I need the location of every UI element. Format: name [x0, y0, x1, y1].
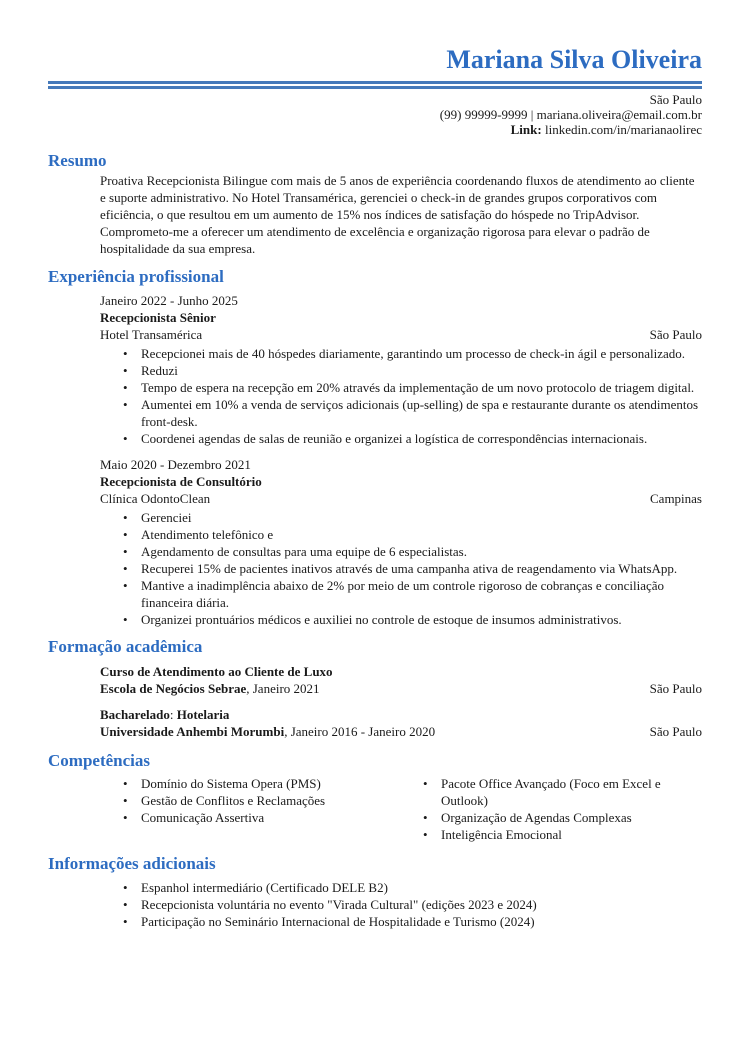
- skill-item: • Domínio do Sistema Opera (PMS): [122, 775, 400, 792]
- header-divider: [48, 81, 702, 89]
- additional-item: • Espanhol intermediário (Certificado DELE B2): [122, 879, 702, 896]
- section-resumo: [48, 150, 702, 257]
- bullet-item: • Recuperei 15% de pacientes inativos através de uma campanha ativa de reagendamento via WhatsApp.: [122, 560, 702, 577]
- contact-link: [48, 122, 702, 137]
- link-label: Link:: [510, 122, 542, 137]
- skill-item: • Pacote Office Avançado (Foco em Excel e Outlook): [422, 775, 702, 809]
- summary-paragraph: Proativa Recepcionista Bilingue com mais de 5 anos de experiência coordenando fluxos de atendimento ao cliente e suporte administrativo. No Hotel Transamérica, gerenciei o check-in de grandes grupos corporativos com eficiência, o que resultou em um aumento de 15% nos índices de satisfação do hóspede no TripAdvisor. Comprometo-me a oferecer um atendimento de excelência e organização rigorosa para elevar o padrão de hospitalidade da sua empresa.: [100, 173, 695, 256]
- job-company: Hotel Transamérica: [100, 327, 203, 342]
- education-location: São Paulo: [649, 724, 702, 739]
- bullet-item: • Organizei prontuários médicos e auxiliei no controle de estoque de insumos administrativos.: [122, 611, 702, 628]
- education-institution: Escola de Negócios Sebrae: [100, 681, 247, 696]
- bullet-item: • Aumentei em 10% a venda de serviços adicionais (up-selling) de spa e restaurante durante os atendimentos front-desk.: [122, 396, 702, 430]
- job-dates: Maio 2020 - Dezembro 2021: [100, 457, 251, 472]
- job-location: Campinas: [650, 491, 702, 506]
- education-degree: Bacharelado: [100, 707, 170, 722]
- additional-item: • Participação no Seminário Internacional de Hospitalidade e Turismo (2024): [122, 913, 702, 930]
- bullet-item: • Agendamento de consultas para uma equipe de 6 especialistas.: [122, 543, 702, 560]
- contact-location: São Paulo: [649, 92, 702, 107]
- education-degree-separator: :: [169, 707, 177, 722]
- job-location: São Paulo: [649, 327, 702, 342]
- job-entry: [100, 292, 702, 447]
- section-competencias: [48, 750, 702, 843]
- bullet-item: • Tempo de espera na recepção em 20% através da implementação de um novo protocolo de triagem digital.: [122, 379, 702, 396]
- skills-left-column: [100, 775, 400, 843]
- section-experiencia: [48, 266, 702, 628]
- skill-item: • Inteligência Emocional: [422, 826, 702, 843]
- job-entry: [100, 456, 702, 628]
- job-bullets: [100, 345, 702, 447]
- section-formacao: [48, 636, 702, 740]
- section-title-competencias: Competências: [48, 751, 150, 770]
- section-adicionais: [48, 853, 702, 930]
- contact-block: [48, 92, 702, 137]
- skill-item: • Organização de Agendas Complexas: [422, 809, 702, 826]
- section-title-formacao: Formação acadêmica: [48, 637, 203, 656]
- bullet-item: • Recepcionei mais de 40 hóspedes diariamente, garantindo um processo de check-in ágil e personalizado.: [122, 345, 702, 362]
- additional-list: [100, 879, 702, 930]
- education-field: Hotelaria: [176, 707, 230, 722]
- skills-right-column: [400, 775, 702, 843]
- job-bullets: [100, 509, 702, 628]
- education-title: Curso de Atendimento ao Cliente de Luxo: [100, 664, 333, 679]
- skill-item: • Comunicação Assertiva: [122, 809, 400, 826]
- section-title-resumo: Resumo: [48, 151, 107, 170]
- skill-item: • Gestão de Conflitos e Reclamações: [122, 792, 400, 809]
- job-dates: Janeiro 2022 - Junho 2025: [100, 293, 238, 308]
- bullet-item: • Atendimento telefônico e: [122, 526, 702, 543]
- education-institution: Universidade Anhembi Morumbi: [100, 724, 285, 739]
- additional-item: • Recepcionista voluntária no evento "Virada Cultural" (edições 2023 e 2024): [122, 896, 702, 913]
- person-name: Mariana Silva Oliveira: [446, 45, 702, 74]
- job-role: Recepcionista de Consultório: [100, 474, 262, 489]
- section-title-adicionais: Informações adicionais: [48, 854, 216, 873]
- section-title-experiencia: Experiência profissional: [48, 267, 224, 286]
- contact-phone-email: (99) 99999-9999 | mariana.oliveira@email.com.br: [439, 107, 702, 122]
- education-location: São Paulo: [649, 681, 702, 696]
- education-entry: [100, 663, 702, 697]
- bullet-item: • Gerenciei: [122, 509, 702, 526]
- education-dates: , Janeiro 2021: [246, 681, 320, 696]
- bullet-item: • Coordenei agendas de salas de reunião e organizei a logística de correspondências internacionais.: [122, 430, 702, 447]
- bullet-item: • Mantive a inadimplência abaixo de 2% por meio de um controle rigoroso de cobranças e conciliação financeira diária.: [122, 577, 702, 611]
- job-company: Clínica OdontoClean: [100, 491, 211, 506]
- link-url: linkedin.com/in/marianaolirec: [544, 122, 702, 137]
- education-entry: [100, 706, 702, 740]
- bullet-item: • Reduzi: [122, 362, 702, 379]
- education-dates: , Janeiro 2016 - Janeiro 2020: [284, 724, 436, 739]
- job-role: Recepcionista Sênior: [100, 310, 216, 325]
